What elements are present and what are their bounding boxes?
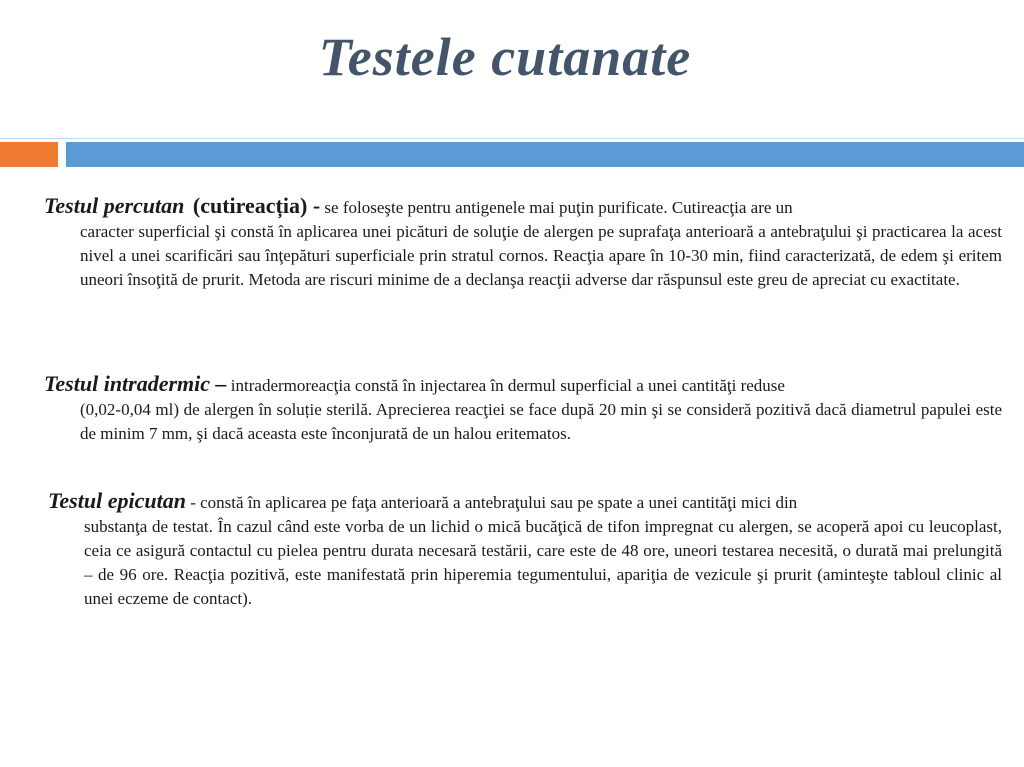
term-percutan-paren: (cutireacția) -	[192, 193, 321, 218]
paragraph-text-intro: - constă în aplicarea pe faţa anterioară a antebraţului sau pe spate a unei cantităţi mici din	[190, 493, 798, 512]
paragraph-intradermic	[44, 372, 1002, 446]
slide-title: Testele cutanate	[318, 27, 692, 87]
accent-band-orange	[0, 142, 58, 167]
paragraph-first-line	[44, 194, 1002, 220]
header-rule	[0, 138, 1024, 139]
term-percutan: Testul percutan	[44, 193, 185, 218]
paragraph-text-body: substanţa de testat. În cazul când este vorba de un lichid o mică bucăţică de tifon impregnat cu alergen, se acoperă apoi cu leucoplast, ceia ce asigură contactul cu pielea pentru durata necesară testării, care este de 48 ore, uneori testarea necesită, o durată mai prelungită – de 96 ore. Reacţia pozitivă, este manifestată prin hiperemia tegumentului, apariţia de vezicule şi prurit (aminteşte tabloul clinic al unei eczeme de contact).	[84, 517, 1002, 608]
paragraph-first-line	[48, 489, 1002, 515]
paragraph-text-intro: se foloseşte pentru antigenele mai puţin purificate. Cutireacţia are un	[324, 198, 793, 217]
paragraph-text-intro: intradermoreacţia constă în injectarea în dermul superficial a unei cantităţi reduse	[230, 376, 785, 395]
accent-band-blue	[66, 142, 1024, 167]
term-epicutan: Testul epicutan	[48, 488, 186, 513]
term-intradermic: Testul intradermic –	[44, 371, 227, 396]
paragraph-text-body: (0,02-0,04 ml) de alergen în soluție sterilă. Aprecierea reacţiei se face după 20 min şi se consideră pozitivă dacă diametrul papulei este de minim 7 mm, şi dacă aceasta este înconjurată de un halou eritematos.	[80, 400, 1002, 443]
paragraph-first-line	[44, 372, 1002, 398]
paragraph-epicutan	[48, 489, 1002, 611]
paragraph-percutan	[44, 194, 1002, 292]
paragraph-text-body: caracter superficial şi constă în aplicarea unei picături de soluţie de alergen pe suprafaţa anterioară a antebraţului şi practicarea la acest nivel a unei scarificări sau înţepături superficiale prin stratul cornos. Reacţia apare în 10-30 min, fiind caracterizată, de edem şi eritem uneori însoţită de prurit. Metoda are riscuri minime de a declanşa reacţii adverse dar răspunsul este greu de apreciat cu exactitate.	[80, 222, 1002, 289]
